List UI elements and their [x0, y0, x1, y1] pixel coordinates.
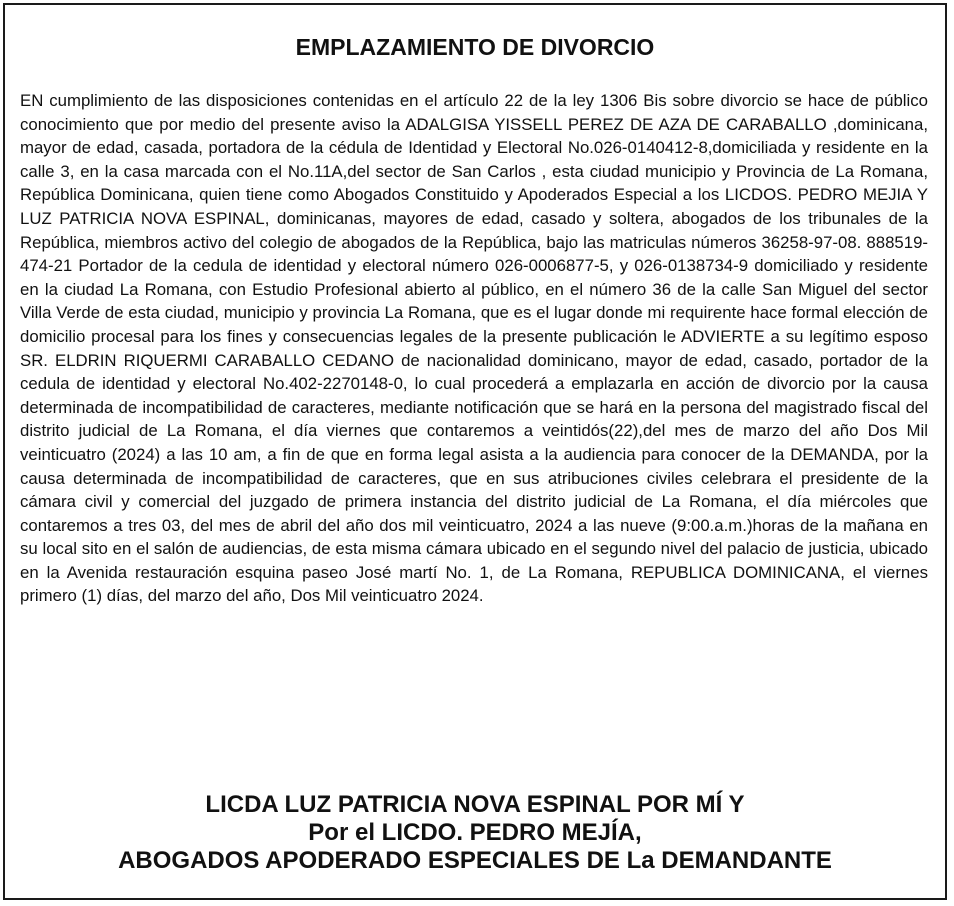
notice-body: EN cumplimiento de las disposiciones contenidas en el artículo 22 de la ley 1306 Bis sobre divorcio se hace de público conocimiento que por medio del presente aviso la ADALGISA YISSELL PEREZ DE AZA DE CARABALLO ,dominicana, mayor de edad, casada, portadora de la cédula de Identidad y Electoral No.026-0140412-8,domiciliada y residente en la calle 3, en la casa marcada con el No.11A,del sector de San Carlos , esta ciudad municipio y Provincia de La Romana, República Dominicana, quien tiene como Abogados Constituido y Apoderados Especial a los LICDOS. PEDRO MEJIA Y LUZ PATRICIA NOVA ESPINAL, dominicanas, mayores de edad, casado y soltera, abogados de los tribunales de la República, miembros activo del colegio de abogados de la República, bajo las matriculas números 36258-97-08. 888519-474-21 Portador de la cedula de identidad y electoral número 026-0006877-5, y 026-0138734-9 domiciliado y residente en la ciudad La Romana, con Estudio Profesional abierto al público, en el número 36 de la calle San Miguel del sector Villa Verde de esta ciudad, municipio y provincia La Romana, que es el lugar donde mi requirente hace formal elección de domicilio procesal para los fines y consecuencias legales de la presente publicación le ADVIERTE a su legítimo esposo SR. ELDRIN RIQUERMI CARABALLO CEDANO de nacionalidad dominicano, mayor de edad, casado, portador de la cedula de identidad y electoral No.402-2270148-0, lo cual procederá a emplazarla en acción de divorcio por la causa determinada de incompatibilidad de caracteres, mediante notificación que se hará en la persona del magistrado fiscal del distrito judicial de La Romana, el día viernes que contaremos a veintidós(22),del mes de marzo del año Dos Mil veinticuatro (2024) a las 10 am, a fin de que en forma legal asista a la audiencia para conocer de la DEMANDA, por la causa determinada de incompatibilidad de caracteres, que en sus atribuciones civiles celebrara el presidente de la cámara civil y comercial del juzgado de primera instancia del distrito judicial de La Romana, el día miércoles que contaremos a tres 03, del mes de abril del año dos mil veinticuatro, 2024 a las nueve (9:00.a.m.)horas de la mañana en su local sito en el salón de audiencias, de esta misma cámara ubicado en el segundo nivel del palacio de justicia, ubicado en la Avenida restauración esquina paseo José martí No. 1, de La Romana, REPUBLICA DOMINICANA, el viernes primero (1) días, del marzo del año, Dos Mil veinticuatro 2024. — [20, 91, 928, 606]
signature-line-2: Por el LICDO. PEDRO MEJÍA, — [308, 819, 642, 846]
notice-title: EMPLAZAMIENTO DE DIVORCIO — [295, 34, 655, 60]
signature-line-1: LICDA LUZ PATRICIA NOVA ESPINAL POR MÍ Y — [205, 791, 745, 818]
legal-notice — [3, 3, 947, 900]
signature-block — [5, 791, 945, 875]
signature-line-3: ABOGADOS APODERADO ESPECIALES DE La DEMANDANTE — [118, 847, 832, 874]
